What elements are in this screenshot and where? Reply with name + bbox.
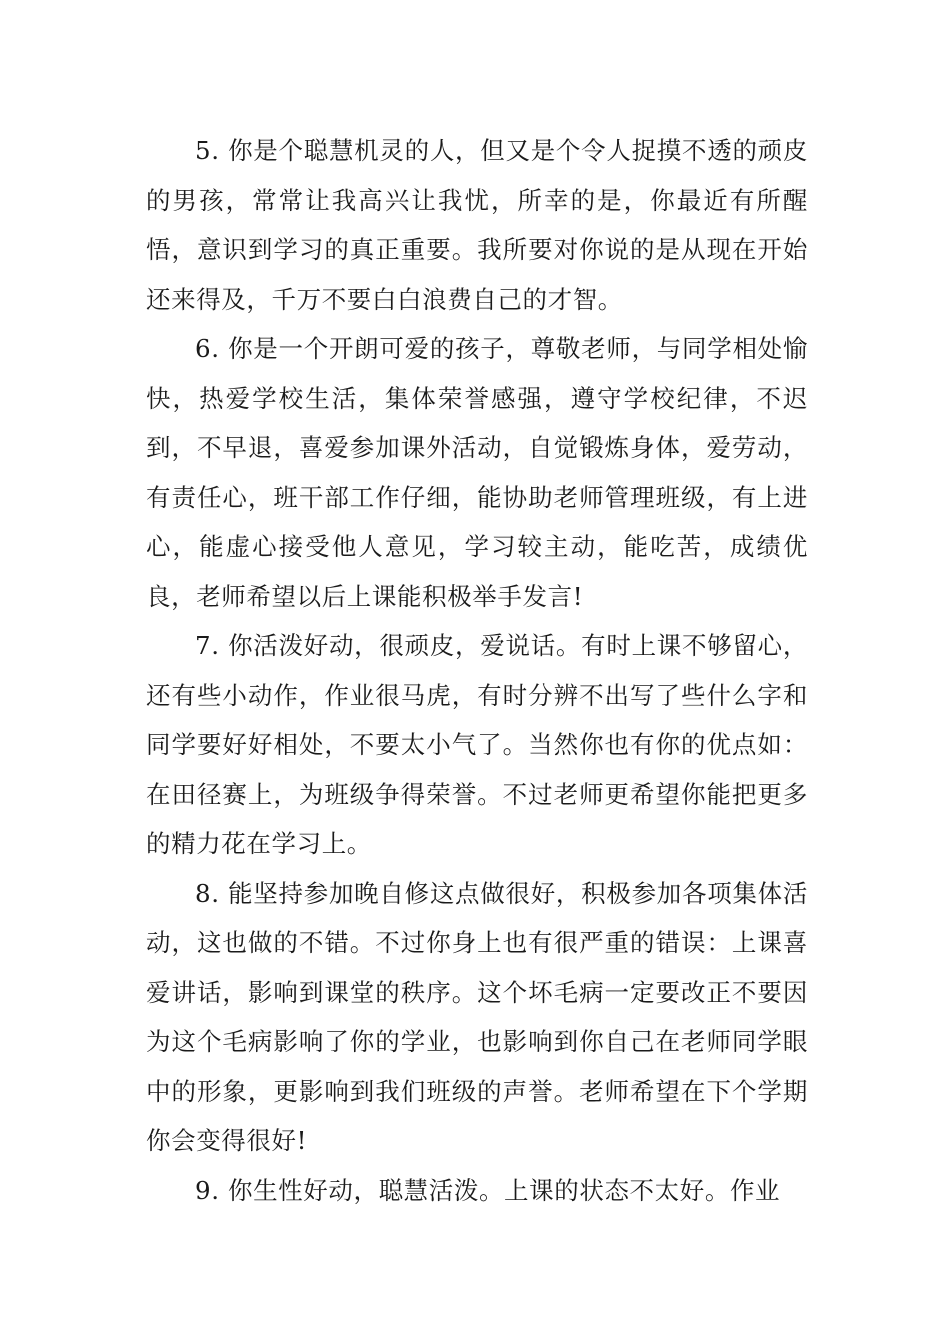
document-body [146,126,808,1215]
paragraph-7: 7. 你活泼好动，很顽皮，爱说话。有时上课不够留心，还有些小动作，作业很马虎，有时分辨不出写了些什么字和同学要好好相处，不要太小气了。当然你也有你的优点如：在田径赛上，为班级争得荣誉。不过老师更希望你能把更多的精力花在学习上。 [146,631,808,858]
paragraph-8: 8. 能坚持参加晚自修这点做很好，积极参加各项集体活动，这也做的不错。不过你身上也有很严重的错误：上课喜爱讲话，影响到课堂的秩序。这个坏毛病一定要改正不要因为这个毛病影响了你的学业，也影响到你自己在老师同学眼中的形象，更影响到我们班级的声誉。老师希望在下个学期你会变得很好! [146,878,808,1155]
paragraph-5: 5. 你是个聪慧机灵的人，但又是个令人捉摸不透的顽皮的男孩，常常让我高兴让我忧，所幸的是，你最近有所醒悟，意识到学习的真正重要。我所要对你说的是从现在开始还来得及，千万不要白白浪费自己的才智。 [146,136,808,314]
paragraph-9: 9. 你生性好动，聪慧活泼。上课的状态不太好。作业 [195,1175,781,1205]
paragraph-6: 6. 你是一个开朗可爱的孩子，尊敬老师，与同学相处愉快，热爱学校生活，集体荣誉感强，遵守学校纪律，不迟到，不早退，喜爱参加课外活动，自觉锻炼身体，爱劳动，有责任心，班干部工作仔细，能协助老师管理班级，有上进心，能虚心接受他人意见，学习较主动，能吃苦，成绩优良，老师希望以后上课能积极举手发言! [146,334,808,611]
